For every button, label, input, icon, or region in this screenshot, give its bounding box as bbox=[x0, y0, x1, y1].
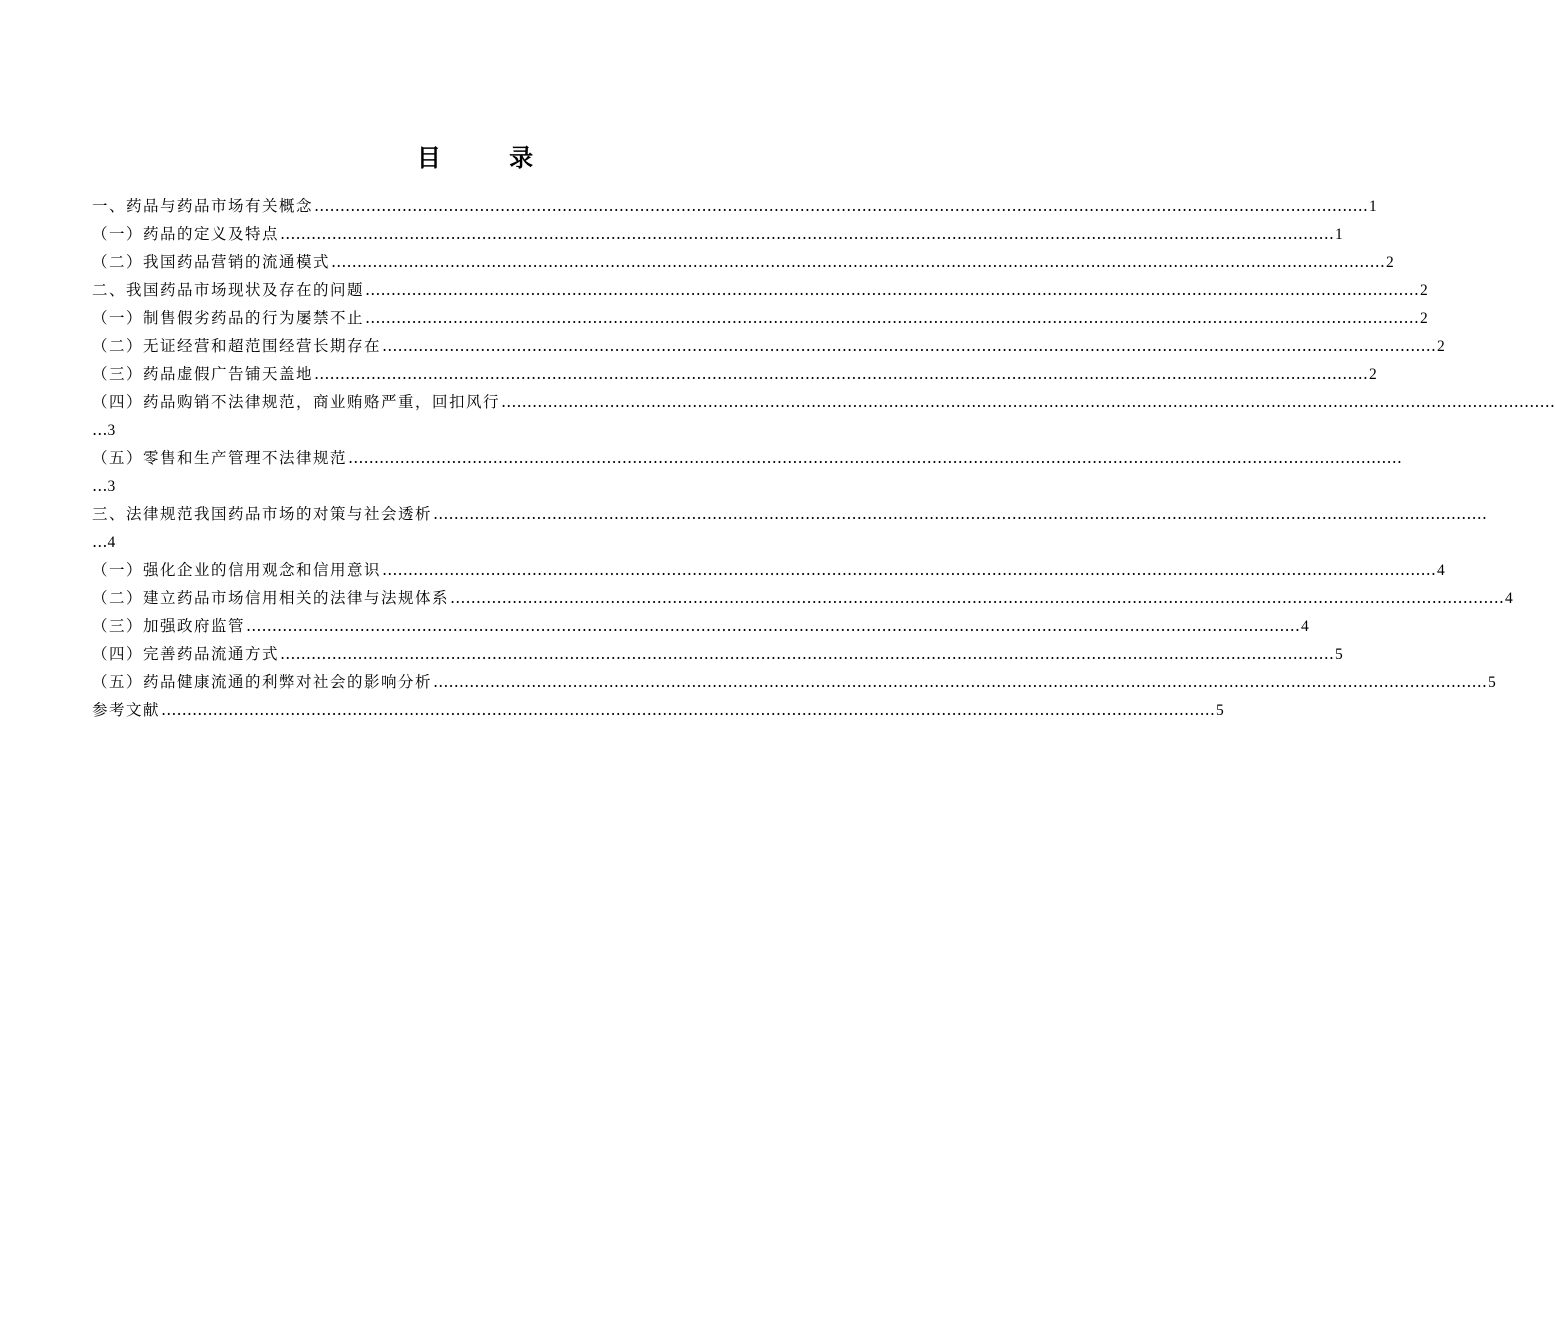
toc-leader: …………………………………………………………………………………………………………………………………………………………………………………… bbox=[365, 281, 1420, 299]
toc-page-number: 2 bbox=[1420, 310, 1428, 327]
toc-leader: …………………………………………………………………………………………………………………………………………………………………………………… bbox=[450, 589, 1505, 607]
toc-leader-continued: … bbox=[92, 533, 108, 551]
toc-page-number: 4 bbox=[107, 534, 116, 551]
toc-entry[interactable] bbox=[92, 500, 1488, 556]
toc-entry[interactable] bbox=[92, 584, 1513, 612]
toc-page-number: 2 bbox=[1386, 254, 1394, 271]
toc-entry[interactable] bbox=[92, 640, 1343, 668]
toc-entry-label: （四）完善药品流通方式 bbox=[92, 645, 280, 663]
toc-entry-label: （一）强化企业的信用观念和信用意识 bbox=[92, 561, 382, 579]
toc-page-number: 5 bbox=[1335, 646, 1343, 663]
toc-page-number: 5 bbox=[1488, 674, 1496, 691]
toc-page-number: 1 bbox=[1335, 226, 1343, 243]
toc-entry-label: （二）无证经营和超范围经营长期存在 bbox=[92, 337, 382, 355]
toc-entry-label: 参考文献 bbox=[92, 701, 161, 719]
toc-entry[interactable] bbox=[92, 248, 1394, 276]
toc-entry-label: （五）药品健康流通的利弊对社会的影响分析 bbox=[92, 673, 433, 691]
toc-page-number: 2 bbox=[1420, 282, 1428, 299]
toc-page-number: 3 bbox=[107, 422, 116, 439]
toc-leader-continued: … bbox=[92, 477, 108, 495]
toc-leader: …………………………………………………………………………………………………………………………………………………………………………………… bbox=[280, 225, 1335, 243]
toc-entry[interactable] bbox=[92, 192, 1377, 220]
toc-leader: …………………………………………………………………………………………………………………………………………………………………………………… bbox=[365, 309, 1420, 327]
toc-page-number: 4 bbox=[1505, 590, 1513, 607]
toc-entry[interactable] bbox=[92, 612, 1309, 640]
toc-entry[interactable] bbox=[92, 276, 1428, 304]
toc-entry-label: （一）制售假劣药品的行为屡禁不止 bbox=[92, 309, 365, 327]
toc-page-number: 3 bbox=[107, 478, 116, 495]
toc-leader: …………………………………………………………………………………………………………………………………………………………………………………… bbox=[433, 505, 1488, 523]
toc-page-number: 5 bbox=[1216, 702, 1224, 719]
toc-page-number: 1 bbox=[1369, 198, 1377, 215]
toc-leader: …………………………………………………………………………………………………………………………………………………………………………………… bbox=[331, 253, 1386, 271]
toc-entry[interactable] bbox=[92, 332, 1445, 360]
toc-page-number: 2 bbox=[1369, 366, 1377, 383]
toc-entry-label: 一、药品与药品市场有关概念 bbox=[92, 197, 314, 215]
toc-entry[interactable] bbox=[92, 304, 1428, 332]
toc-entry-label: （二）建立药品市场信用相关的法律与法规体系 bbox=[92, 589, 450, 607]
toc-leader: …………………………………………………………………………………………………………………………………………………………………………………… bbox=[280, 645, 1335, 663]
toc-entry-label: 二、我国药品市场现状及存在的问题 bbox=[92, 281, 365, 299]
toc-entry-label: （三）加强政府监管 bbox=[92, 617, 246, 635]
toc-entry[interactable] bbox=[92, 444, 1403, 500]
toc-leader: …………………………………………………………………………………………………………………………………………………………………………………… bbox=[161, 701, 1216, 719]
toc-leader-continued: … bbox=[92, 421, 108, 439]
toc-leader: …………………………………………………………………………………………………………………………………………………………………………………… bbox=[348, 449, 1403, 467]
toc-entry[interactable] bbox=[92, 220, 1343, 248]
toc-entry[interactable] bbox=[92, 668, 1496, 696]
toc-page-number: 4 bbox=[1301, 618, 1309, 635]
toc-leader: …………………………………………………………………………………………………………………………………………………………………………………… bbox=[433, 673, 1488, 691]
toc-entry-label: 三、法律规范我国药品市场的对策与社会透析 bbox=[92, 505, 433, 523]
toc-title: 目 录 bbox=[416, 144, 564, 172]
toc-entry-label: （三）药品虚假广告铺天盖地 bbox=[92, 365, 314, 383]
toc-entry-label: （一）药品的定义及特点 bbox=[92, 225, 280, 243]
toc-page-number: 4 bbox=[1437, 562, 1445, 579]
toc-leader: …………………………………………………………………………………………………………………………………………………………………………………… bbox=[501, 393, 1555, 411]
toc-entry[interactable] bbox=[92, 556, 1445, 584]
toc-entry-label: （五）零售和生产管理不法律规范 bbox=[92, 449, 348, 467]
toc-entry[interactable] bbox=[92, 696, 1224, 724]
table-of-contents bbox=[92, 192, 1555, 724]
toc-entry[interactable] bbox=[92, 388, 1555, 444]
toc-leader: …………………………………………………………………………………………………………………………………………………………………………………… bbox=[314, 365, 1369, 383]
toc-leader: …………………………………………………………………………………………………………………………………………………………………………………… bbox=[246, 617, 1301, 635]
toc-page-number: 2 bbox=[1437, 338, 1445, 355]
toc-leader: …………………………………………………………………………………………………………………………………………………………………………………… bbox=[314, 197, 1369, 215]
toc-leader: …………………………………………………………………………………………………………………………………………………………………………………… bbox=[382, 561, 1437, 579]
toc-entry[interactable] bbox=[92, 360, 1377, 388]
toc-leader: …………………………………………………………………………………………………………………………………………………………………………………… bbox=[382, 337, 1437, 355]
toc-entry-label: （二）我国药品营销的流通模式 bbox=[92, 253, 331, 271]
toc-entry-label: （四）药品购销不法律规范，商业贿赂严重，回扣风行 bbox=[92, 393, 501, 411]
